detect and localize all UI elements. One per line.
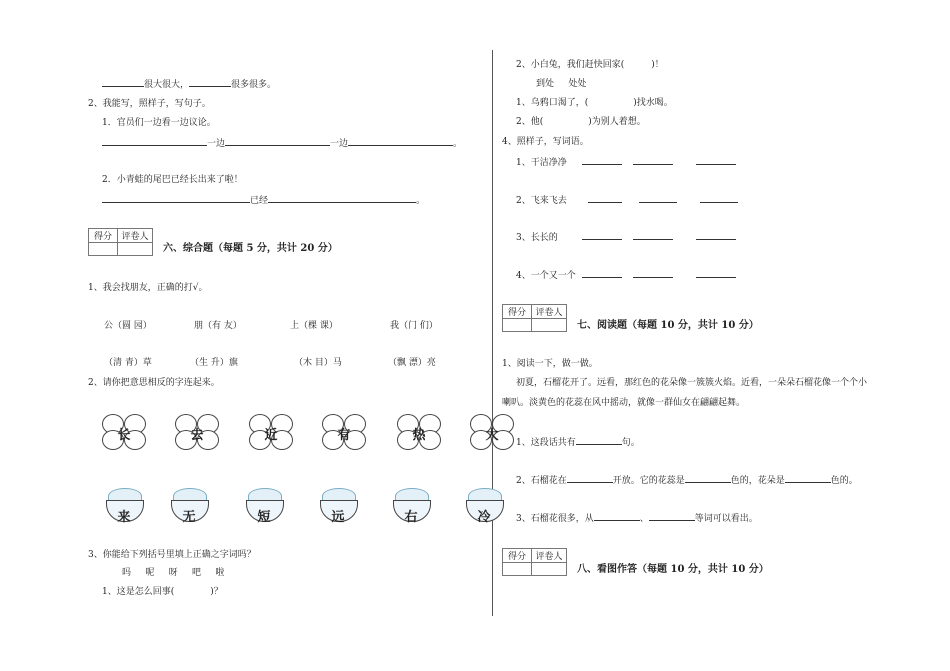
- flower-card[interactable]: [322, 414, 366, 450]
- score-box: [502, 304, 567, 332]
- flower-char: 近: [264, 428, 278, 443]
- grader-label: 评卷人: [532, 549, 567, 563]
- pair-item[interactable]: （木 目）马: [294, 358, 342, 368]
- blank[interactable]: [633, 269, 673, 278]
- flower-char: 去: [190, 428, 204, 443]
- blank[interactable]: [685, 474, 731, 483]
- text: 色的，花朵是: [730, 476, 785, 486]
- text: 、: [639, 514, 649, 524]
- text: 。: [416, 196, 426, 206]
- pot-char: 冷: [477, 510, 491, 525]
- blank[interactable]: [785, 474, 831, 483]
- blank[interactable]: [582, 156, 622, 165]
- fill-line-1: [102, 78, 276, 91]
- blank[interactable]: [696, 156, 736, 165]
- score-cell[interactable]: [89, 243, 118, 256]
- pot-char: 短: [257, 510, 271, 525]
- fill-line-3: [102, 194, 425, 207]
- flower-char: 长: [117, 428, 131, 443]
- grader-cell[interactable]: [532, 319, 567, 332]
- flower-char: 有: [337, 428, 351, 443]
- section-8-title: 八、看图作答（每题 10 分，共计 10 分）: [577, 564, 769, 575]
- word: 呢: [145, 568, 155, 578]
- question-2b: 2、请你把意思相反的字连起来。: [88, 378, 220, 388]
- word: 吧: [191, 568, 201, 578]
- word: 啦: [215, 568, 225, 578]
- text: 一边: [330, 139, 349, 149]
- question-2-1: 1．官员们一边看一边议论。: [102, 118, 216, 128]
- score-label: 得分: [503, 549, 532, 563]
- pot-card[interactable]: [104, 488, 144, 530]
- grader-label: 评卷人: [118, 229, 153, 243]
- reading-q3: [516, 512, 758, 525]
- reading-title: 1、阅读一下，做一做。: [502, 359, 598, 369]
- score-cell[interactable]: [503, 319, 532, 332]
- text: 。: [453, 139, 463, 149]
- score-box: [88, 228, 153, 256]
- q4-item: [516, 269, 736, 282]
- blank[interactable]: [576, 436, 622, 445]
- blank[interactable]: [700, 194, 738, 203]
- question-2-title: 2、我能写，照样子，写句子。: [88, 99, 211, 109]
- grader-label: 评卷人: [532, 305, 567, 319]
- right-q2: 2、小白兔，我们赶快回家( )！: [516, 60, 664, 70]
- pair-item[interactable]: 我（门 们）: [390, 321, 438, 331]
- blank[interactable]: [582, 231, 622, 240]
- q4-label: 4、一个又一个: [516, 271, 576, 281]
- blank[interactable]: [633, 156, 673, 165]
- blank[interactable]: [102, 78, 144, 87]
- pot-clip: [464, 488, 492, 532]
- fill-line-2: [102, 137, 462, 150]
- blank[interactable]: [594, 512, 640, 521]
- right-q2-2: 2、他( )为别人着想。: [516, 117, 646, 127]
- right-q2-1: 1、乌鸦口渴了，( )找水喝。: [516, 98, 673, 108]
- text: 句。: [621, 438, 640, 448]
- pair-item[interactable]: 公（圆 园）: [104, 321, 152, 331]
- pot-char: 右: [404, 510, 418, 525]
- reading-q2: [516, 474, 858, 487]
- flower-card[interactable]: [470, 414, 514, 450]
- word: 处处: [568, 79, 587, 89]
- word: 呀: [168, 568, 178, 578]
- grader-cell[interactable]: [532, 563, 567, 576]
- blank[interactable]: [102, 137, 207, 146]
- right-word-bank: [536, 78, 586, 90]
- blank[interactable]: [268, 194, 416, 203]
- question-3-1: 1、这是怎么回事( )？: [102, 587, 223, 597]
- blank[interactable]: [696, 269, 736, 278]
- flower-char: 热: [412, 428, 426, 443]
- passage-line-2: 喇叭。淡黄色的花蕊在风中摇动，就像一群仙女在翩翩起舞。: [502, 398, 746, 408]
- pair-item[interactable]: 上（棵 课）: [290, 321, 338, 331]
- blank[interactable]: [189, 78, 231, 87]
- pot-card[interactable]: [464, 488, 504, 530]
- blank[interactable]: [696, 231, 736, 240]
- score-cell[interactable]: [503, 563, 532, 576]
- q4-label: 3、长长的: [516, 233, 558, 243]
- pot-card[interactable]: [244, 488, 284, 530]
- blank[interactable]: [649, 512, 695, 521]
- score-box: [502, 548, 567, 576]
- blank[interactable]: [639, 194, 677, 203]
- q4-label: 1、干洁净净: [516, 158, 567, 168]
- score-label: 得分: [89, 229, 118, 243]
- passage-line-1: 初夏，石榴花开了。远看，那红色的花朵像一簇簇火焰。近看，一朵朵石榴花像一个个小: [516, 378, 868, 388]
- q4-label: 2、飞来飞去: [516, 196, 567, 206]
- section-6-title: 六、综合题（每题 5 分，共计 20 分）: [163, 243, 338, 254]
- blank[interactable]: [588, 194, 622, 203]
- flower-clip: [470, 414, 499, 454]
- flower-card[interactable]: [249, 414, 293, 450]
- blank[interactable]: [633, 231, 673, 240]
- text: 很大很大，: [144, 80, 190, 90]
- flower-char: 大: [485, 428, 499, 443]
- pair-item[interactable]: 朋（有 友）: [194, 321, 242, 331]
- question-3: 3、你能给下列括号里填上正确之字词吗？: [88, 550, 256, 560]
- pot-card[interactable]: [169, 488, 209, 530]
- q4-item: [516, 194, 738, 207]
- q4-item: [516, 231, 736, 244]
- reading-q1: [516, 436, 640, 449]
- question-4: 4、照样子，写词语。: [502, 137, 589, 147]
- text: 2、石榴花在: [516, 476, 567, 486]
- pair-item[interactable]: （清 青）草: [104, 358, 152, 368]
- blank[interactable]: [102, 194, 250, 203]
- flower-card[interactable]: [397, 414, 441, 450]
- text: 一边: [207, 139, 226, 149]
- text: 很多很多。: [231, 80, 277, 90]
- pair-item[interactable]: （飘 漂）亮: [388, 358, 436, 368]
- word-bank: [122, 567, 224, 579]
- flower-card[interactable]: [102, 414, 146, 450]
- pot-card[interactable]: [318, 488, 358, 530]
- text: 1、这段话共有: [516, 438, 576, 448]
- pot-char: 来: [117, 510, 131, 525]
- pot-card[interactable]: [391, 488, 431, 530]
- word: 到处: [536, 79, 555, 89]
- score-label: 得分: [503, 305, 532, 319]
- blank[interactable]: [348, 137, 453, 146]
- page-divider: [492, 50, 493, 616]
- pot-char: 无: [182, 510, 196, 525]
- text: 已经: [250, 196, 269, 206]
- pair-item[interactable]: （生 升）旗: [190, 358, 238, 368]
- text: 开放。它的花蕊是: [612, 476, 685, 486]
- q4-item: [516, 156, 736, 169]
- blank[interactable]: [567, 474, 613, 483]
- blank[interactable]: [582, 269, 622, 278]
- text: 等词可以看出。: [694, 514, 758, 524]
- grader-cell[interactable]: [118, 243, 153, 256]
- section-7-title: 七、阅读题（每题 10 分，共计 10 分）: [577, 320, 759, 331]
- question-1: 1、我会找朋友，正确的打√。: [88, 283, 208, 293]
- pot-char: 远: [331, 510, 345, 525]
- word: 吗: [122, 568, 132, 578]
- text: 色的。: [830, 476, 858, 486]
- question-2-2: 2．小青蛙的尾巴已经长出来了啦！: [102, 175, 243, 185]
- flower-card[interactable]: [175, 414, 219, 450]
- text: 3、石榴花很多，从: [516, 514, 594, 524]
- blank[interactable]: [225, 137, 330, 146]
